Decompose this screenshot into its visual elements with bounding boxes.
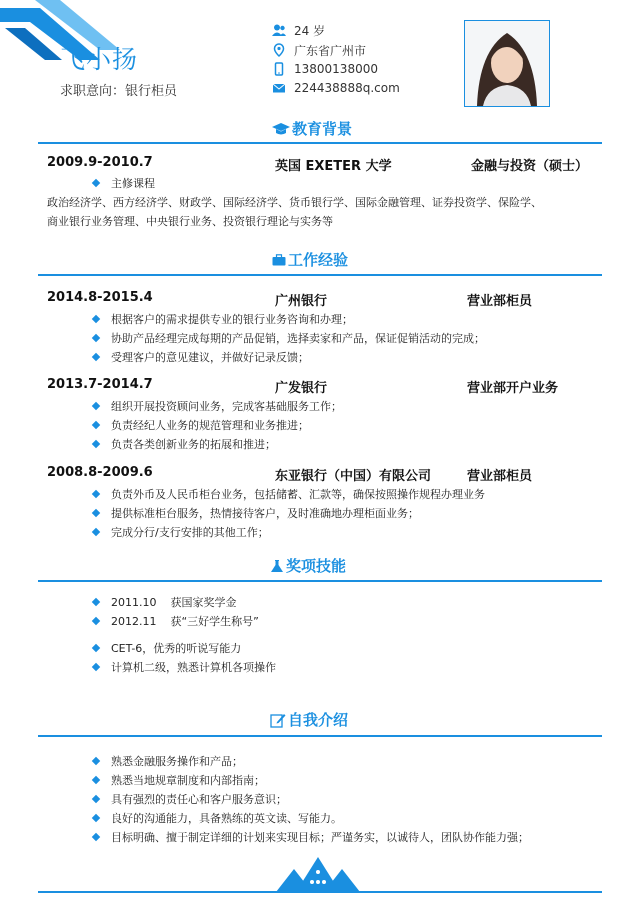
person-icon	[272, 24, 286, 36]
contact-age	[272, 21, 325, 39]
job-duty: 负责外币及人民币柜台业务，包括储蓄、汇款等，确保按照操作规程办理业务	[111, 488, 485, 501]
age-text: 24 岁	[294, 23, 326, 38]
list-item	[93, 829, 529, 845]
diamond-bullet-icon	[92, 334, 100, 342]
education-school: 英国 EXETER 大学	[275, 159, 392, 174]
job-role: 营业部柜员	[467, 294, 533, 309]
job-row	[47, 465, 607, 483]
list-item	[93, 791, 287, 807]
job-date: 2014.8-2015.4	[47, 290, 153, 305]
diamond-bullet-icon	[92, 757, 100, 765]
job-company: 东亚银行（中国）有限公司	[275, 469, 432, 484]
graduation-cap-icon	[272, 122, 290, 136]
edit-icon	[270, 712, 286, 728]
diamond-bullet-icon	[92, 814, 100, 822]
location-text: 广东省广州市	[294, 43, 367, 58]
diamond-bullet-icon	[92, 795, 100, 803]
diamond-bullet-icon	[92, 402, 100, 410]
course-list: 政治经济学、西方经济学、财政学、国际经济学、货币银行学、国际金融管理、证券投资学、保险学、	[47, 196, 542, 209]
list-item	[93, 594, 236, 610]
list-item	[93, 505, 419, 521]
candidate-name: 飞小扬	[60, 45, 139, 74]
footer-mountain-decoration	[276, 855, 360, 893]
job-duty: 完成分行/支行安排的其他工作；	[111, 526, 269, 539]
list-item	[93, 398, 342, 414]
intro-text: 熟悉金融服务操作和产品；	[111, 755, 243, 768]
intro-text: 熟悉当地规章制度和内部指南；	[111, 774, 265, 787]
list-item	[93, 640, 241, 656]
job-date: 2008.8-2009.6	[47, 465, 153, 480]
skill-text: 计算机二级，熟悉计算机各项操作	[111, 661, 276, 674]
email-icon	[272, 82, 286, 94]
email-text: 224438888q.com	[294, 81, 400, 95]
diamond-bullet-icon	[92, 528, 100, 536]
education-title: 教育背景	[292, 120, 353, 138]
self-intro-title: 自我介绍	[288, 711, 349, 729]
work-title: 工作经验	[288, 251, 349, 269]
list-item	[93, 349, 309, 365]
section-divider	[38, 142, 602, 144]
diamond-bullet-icon	[92, 179, 100, 187]
list-item	[93, 772, 265, 788]
flask-icon	[270, 559, 284, 573]
contact-location	[272, 41, 366, 59]
job-row	[47, 290, 607, 308]
job-company: 广州银行	[275, 294, 328, 309]
diamond-bullet-icon	[92, 315, 100, 323]
job-objective: 求职意向：银行柜员	[60, 84, 178, 99]
awards-title: 奖项技能	[286, 557, 347, 575]
list-item	[93, 417, 309, 433]
course-label: 主修课程	[111, 177, 155, 190]
phone-icon	[272, 62, 286, 76]
diamond-bullet-icon	[92, 617, 100, 625]
diamond-bullet-icon	[92, 776, 100, 784]
section-divider	[38, 580, 602, 582]
job-duty: 负责经纪人业务的规范管理和业务推进；	[111, 419, 309, 432]
diamond-bullet-icon	[92, 598, 100, 606]
contact-phone	[272, 60, 378, 78]
course-list: 商业银行业务管理、中央银行业务、投资银行理论与实务等	[47, 215, 333, 228]
diamond-bullet-icon	[92, 644, 100, 652]
education-date: 2009.9-2010.7	[47, 155, 153, 170]
award-text: 2012.11 获“三好学生称号”	[111, 615, 259, 628]
list-item	[93, 613, 259, 629]
education-row	[47, 155, 607, 173]
list-item	[93, 810, 342, 826]
job-duty: 根据客户的需求提供专业的银行业务咨询和办理；	[111, 313, 353, 326]
job-duty: 提供标准柜台服务，热情接待客户，及时准确地办理柜面业务；	[111, 507, 419, 520]
section-title-education	[272, 118, 352, 139]
phone-text: 13800138000	[294, 62, 378, 76]
job-role: 营业部开户业务	[467, 381, 559, 396]
location-icon	[272, 43, 286, 57]
list-item	[93, 175, 155, 191]
diamond-bullet-icon	[92, 440, 100, 448]
list-item	[93, 659, 276, 675]
job-duty: 负责各类创新业务的拓展和推进；	[111, 438, 276, 451]
contact-email	[272, 79, 400, 97]
section-divider	[38, 274, 602, 276]
job-duty: 组织开展投资顾问业务，完成客基础服务工作；	[111, 400, 342, 413]
diamond-bullet-icon	[92, 663, 100, 671]
section-title-self-intro	[270, 709, 348, 730]
diamond-bullet-icon	[92, 421, 100, 429]
education-major: 金融与投资（硕士）	[471, 159, 589, 174]
job-role: 营业部柜员	[467, 469, 533, 484]
diamond-bullet-icon	[92, 490, 100, 498]
section-title-awards	[270, 555, 346, 576]
diamond-bullet-icon	[92, 833, 100, 841]
intro-text: 具有强烈的责任心和客户服务意识；	[111, 793, 287, 806]
award-text: 2011.10 获国家奖学金	[111, 596, 237, 609]
intro-text: 目标明确、擅于制定详细的计划来实现目标；严谨务实，以诚待人，团队协作能力强；	[111, 831, 529, 844]
job-duty: 受理客户的意见建议，并做好记录反馈；	[111, 351, 309, 364]
list-item	[93, 330, 485, 346]
briefcase-icon	[272, 254, 286, 266]
list-item	[93, 311, 353, 327]
list-item	[93, 436, 276, 452]
job-row	[47, 377, 607, 395]
diamond-bullet-icon	[92, 509, 100, 517]
section-divider	[38, 735, 602, 737]
job-date: 2013.7-2014.7	[47, 377, 153, 392]
skill-text: CET-6，优秀的听说写能力	[111, 642, 242, 655]
job-duty: 协助产品经理完成每期的产品促销，选择卖家和产品，保证促销活动的完成；	[111, 332, 485, 345]
list-item	[93, 524, 269, 540]
job-company: 广发银行	[275, 381, 328, 396]
section-title-work	[272, 249, 348, 270]
profile-photo	[464, 20, 550, 107]
list-item	[93, 753, 243, 769]
list-item	[93, 486, 485, 502]
diamond-bullet-icon	[92, 353, 100, 361]
intro-text: 良好的沟通能力，具备熟练的英文读、写能力。	[111, 812, 342, 825]
